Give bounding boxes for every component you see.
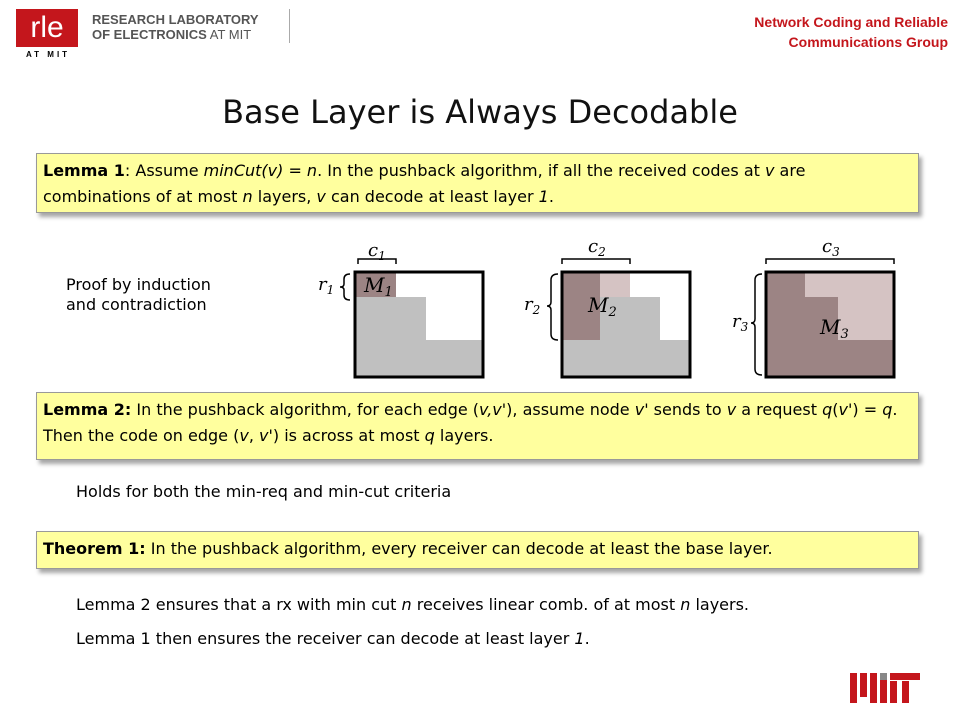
lemma1-label: Lemma 1 [43,161,125,180]
matrix-figure-3 [732,236,894,377]
matrix-figure-2 [524,236,690,377]
c2-bracket [562,259,630,264]
proof-note: Proof by induction and contradiction [66,275,211,314]
lemma1-box: Lemma 1: Assume minCut(v) = n. In the pushback algorithm, if all the received codes at v are combinations of at most n layers, v can decode at least layer 1. [36,153,919,213]
conclusion-line2: Lemma 1 then ensures the receiver can decode at least layer 1. [76,629,590,648]
holds-note: Holds for both the min-req and min-cut criteria [76,482,452,501]
c1-label: $c_1$ [368,240,386,263]
layer-matrices-figure [300,232,920,382]
r1-label: $r_1$ [318,274,335,297]
group-name [754,12,948,52]
conclusion-line1: Lemma 2 ensures that a rx with min cut n receives linear comb. of at most n layers. [76,595,750,614]
m3-label: $M_3$ [820,315,849,342]
m1-label: $M_1$ [364,273,393,300]
c3-label: $c_3$ [822,236,840,259]
theorem1-box [36,531,919,569]
r2-label: $r_2$ [524,294,541,317]
r2-bracket [547,274,558,340]
r3-bracket [751,274,762,375]
theorem1-label: Theorem 1: [43,539,146,558]
lab-name-line1: RESEARCH LABORATORY [92,12,259,27]
rle-logo: rle [16,9,78,47]
lemma2-box: Lemma 2: In the pushback algorithm, for each edge (v,v'), assume node v' sends to v a request q(v') = q. Then the code on edge (v, v') is across at most q layers. [36,392,919,460]
lab-name [92,12,259,42]
c3-bracket [766,259,894,264]
lemma2-label: Lemma 2: [43,400,132,419]
r3-label: $r_3$ [732,311,749,334]
matrix-figure-1 [318,240,483,377]
mit-logo [850,669,922,705]
group-name-line2: Communications Group [788,34,948,50]
rle-logo-subtitle: AT MIT [26,50,71,59]
lab-name-line2: OF ELECTRONICS AT MIT [92,27,252,42]
logo-divider [289,9,290,43]
slide-title: Base Layer is Always Decodable [222,93,738,131]
m2-label: $M_2$ [588,293,617,320]
c2-label: $c_2$ [588,236,606,259]
group-name-line1: Network Coding and Reliable [754,14,948,30]
r1-bracket [340,274,350,300]
theorem1-text: In the pushback algorithm, every receiver can decode at least the base layer. [145,539,773,558]
